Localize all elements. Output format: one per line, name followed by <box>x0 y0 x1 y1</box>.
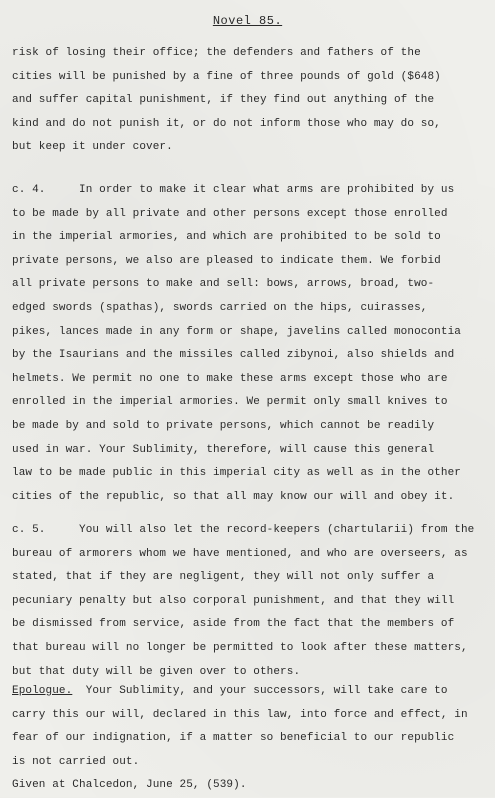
text-line: pecuniary penalty but also corporal punishment, and that they will <box>12 594 455 607</box>
text-line: used in war. Your Sublimity, therefore, will cause this general <box>12 443 435 456</box>
text-line: but that duty will be given over to others. <box>12 665 301 678</box>
epilogue-label: Epologue. <box>12 685 73 697</box>
text-line: that bureau will no longer be permitted to look after these matters, <box>12 641 468 654</box>
text-line: in the imperial armories, and which are prohibited to be sold to <box>12 231 441 244</box>
text-line: private persons, we also are pleased to indicate them. We forbid <box>12 254 441 267</box>
text-line: enrolled in the imperial armories. We permit only small knives to <box>12 396 448 409</box>
text-line: stated, that if they are negligent, they will not only suffer a <box>12 571 435 584</box>
text-line: helmets. We permit no one to make these arms except those who are <box>12 372 448 385</box>
paragraph-epilogue <box>12 680 490 798</box>
text-line: pikes, lances made in any form or shape, javelins called monocontia <box>12 325 461 338</box>
paragraph-section-5 <box>12 519 490 684</box>
text-line: fear of our indignation, if a matter so beneficial to our republic <box>12 732 455 745</box>
epilogue-text: Your Sublimity, and your successors, will take care to <box>72 685 448 697</box>
text-line: bureau of armorers whom we have mentioned, and who are overseers, as <box>12 547 468 560</box>
text-line: to be made by all private and other persons except those enrolled <box>12 207 448 220</box>
page-heading <box>0 14 495 28</box>
text-line: kind and do not punish it, or do not inform those who may do so, <box>12 117 441 130</box>
text-line: be dismissed from service, aside from the fact that the members of <box>12 618 455 631</box>
paragraph-intro <box>12 42 490 160</box>
text-line: carry this our will, declared in this law, into force and effect, in <box>12 708 468 721</box>
text-line: but keep it under cover. <box>12 141 173 154</box>
text-line: c. 4. In order to make it clear what arms are prohibited by us <box>12 184 455 196</box>
text-line: by the Isaurians and the missiles called zibynoi, also shields and <box>12 349 455 362</box>
text-line: is not carried out. <box>12 755 140 768</box>
text-line: law to be made public in this imperial city as well as in the other <box>12 467 461 480</box>
text-line: edged swords (spathas), swords carried on the hips, cuirasses, <box>12 301 428 314</box>
text-line: all private persons to make and sell: bows, arrows, broad, two- <box>12 278 435 291</box>
paragraph-section-4 <box>12 179 490 509</box>
text-line: be made by and sold to private persons, which cannot be readily <box>12 419 435 432</box>
text-line: c. 5. You will also let the record-keepers (chartularii) from the <box>12 524 475 536</box>
text-line <box>12 680 490 704</box>
text-line: cities of the republic, so that all may know our will and obey it. <box>12 490 455 503</box>
text-line: and suffer capital punishment, if they find out anything of the <box>12 94 435 107</box>
date-line: Given at Chalcedon, June 25, (539). <box>12 779 247 792</box>
text-line: risk of losing their office; the defenders and fathers of the <box>12 47 421 59</box>
page-title: Novel 85. <box>212 14 283 28</box>
text-line: cities will be punished by a fine of three pounds of gold ($648) <box>12 70 441 83</box>
